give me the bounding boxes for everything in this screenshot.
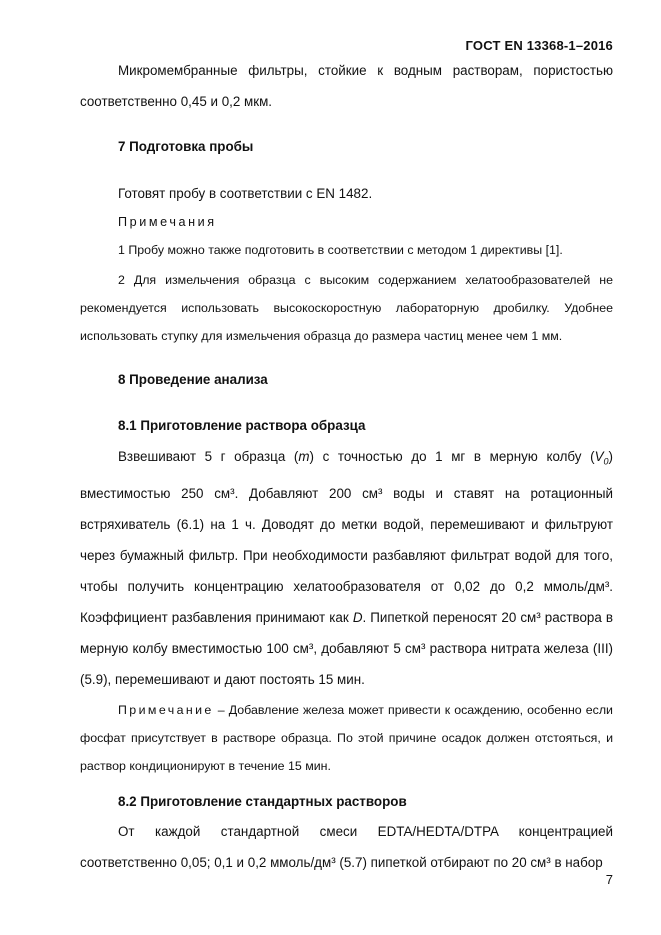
note-2: 2 Для измельчения образца с высоким содержанием хелатообразователей не рекомендуется использовать высокоскоростную лабораторную дробилку. Удобнее использовать ступку для измельчения образца до размера частиц менее чем 1 мм. (80, 273, 613, 343)
section-8-2-heading: 8.2 Приготовление стандартных растворов (118, 794, 407, 809)
section-8-1-note-block (80, 696, 613, 780)
intro-paragraph-block (80, 55, 613, 117)
section-8-heading: 8 Проведение анализа (118, 372, 268, 387)
symbol-d: D (352, 609, 363, 625)
section-7-note-1-block (80, 236, 613, 264)
page-number: 7 (605, 872, 613, 887)
section-7-heading-block (80, 139, 613, 154)
section-7-notes-label-block (80, 215, 613, 229)
section-8-heading-block (80, 372, 613, 387)
symbol-m: m (298, 449, 310, 464)
notes-label: Примечания (118, 215, 217, 229)
note-label: Примечание (118, 703, 214, 717)
section-7-note-2-block (80, 266, 613, 350)
section-8-1-paragraph (80, 441, 613, 695)
section-8-1-paragraph-block (80, 441, 613, 695)
note-text: – Добавление железа может привести к осаждению, особенно если фосфат присутствует в растворе образца. По этой причине осадок должен отстояться, и раствор кондиционируют в течение 15 мин. (80, 703, 613, 773)
text-run: ) с точностью до 1 мг в мерную колбу ( (309, 449, 595, 464)
section-8-1-heading: 8.1 Приготовление раствора образца (118, 418, 366, 433)
standard-designation: ГОСТ EN 13368-1–2016 (465, 38, 613, 53)
note-1: 1 Пробу можно также подготовить в соответствии с методом 1 директивы [1]. (118, 243, 563, 257)
section-8-1-heading-block (80, 418, 613, 433)
symbol-v0 (594, 449, 609, 467)
symbol-v-subscript: 0 (603, 456, 609, 467)
section-8-1-note (80, 696, 613, 780)
symbol-v: V (594, 449, 604, 464)
text-run: Взвешивают 5 г образца ( (118, 449, 299, 464)
text-run: . Пипеткой переносят 20 см³ раствора в мерную колбу вместимостью 100 см³, добавляют 5 см³ раствора нитрата железа (III) (5.9), перемешивают и дают постоять 15 мин. (80, 609, 613, 687)
text-run: ) вместимостью 250 см³. Добавляют 200 см³ воды и ставят на ротационный встряхиватель (6.1) на 1 ч. Доводят до метки водой, перемешивают и фильтруют через бумажный фильтр. При необходимости разбавляют фильтрат водой для того, чтобы получить концентрацию хелатообразователя от 0,02 до 0,2 ммоль/дм³. Коэффициент разбавления принимают как (80, 449, 613, 625)
section-8-2-paragraph-block (80, 816, 613, 878)
section-7-paragraph: Готовят пробу в соответствии с EN 1482. (118, 186, 373, 201)
section-7-paragraph-block (80, 178, 613, 209)
section-8-2-paragraph: От каждой стандартной смеси EDTA/HEDTA/DTPA концентрацией соответственно 0,05; 0,1 и 0,2 ммоль/дм³ (5.7) пипеткой отбирают по 20 см³ в набор (80, 824, 613, 870)
section-8-2-heading-block (80, 794, 613, 809)
intro-paragraph: Микромембранные фильтры, стойкие к водным растворам, пористостью соответственно 0,45 и 0,2 мкм. (80, 63, 613, 109)
section-7-heading: 7 Подготовка пробы (118, 139, 254, 154)
